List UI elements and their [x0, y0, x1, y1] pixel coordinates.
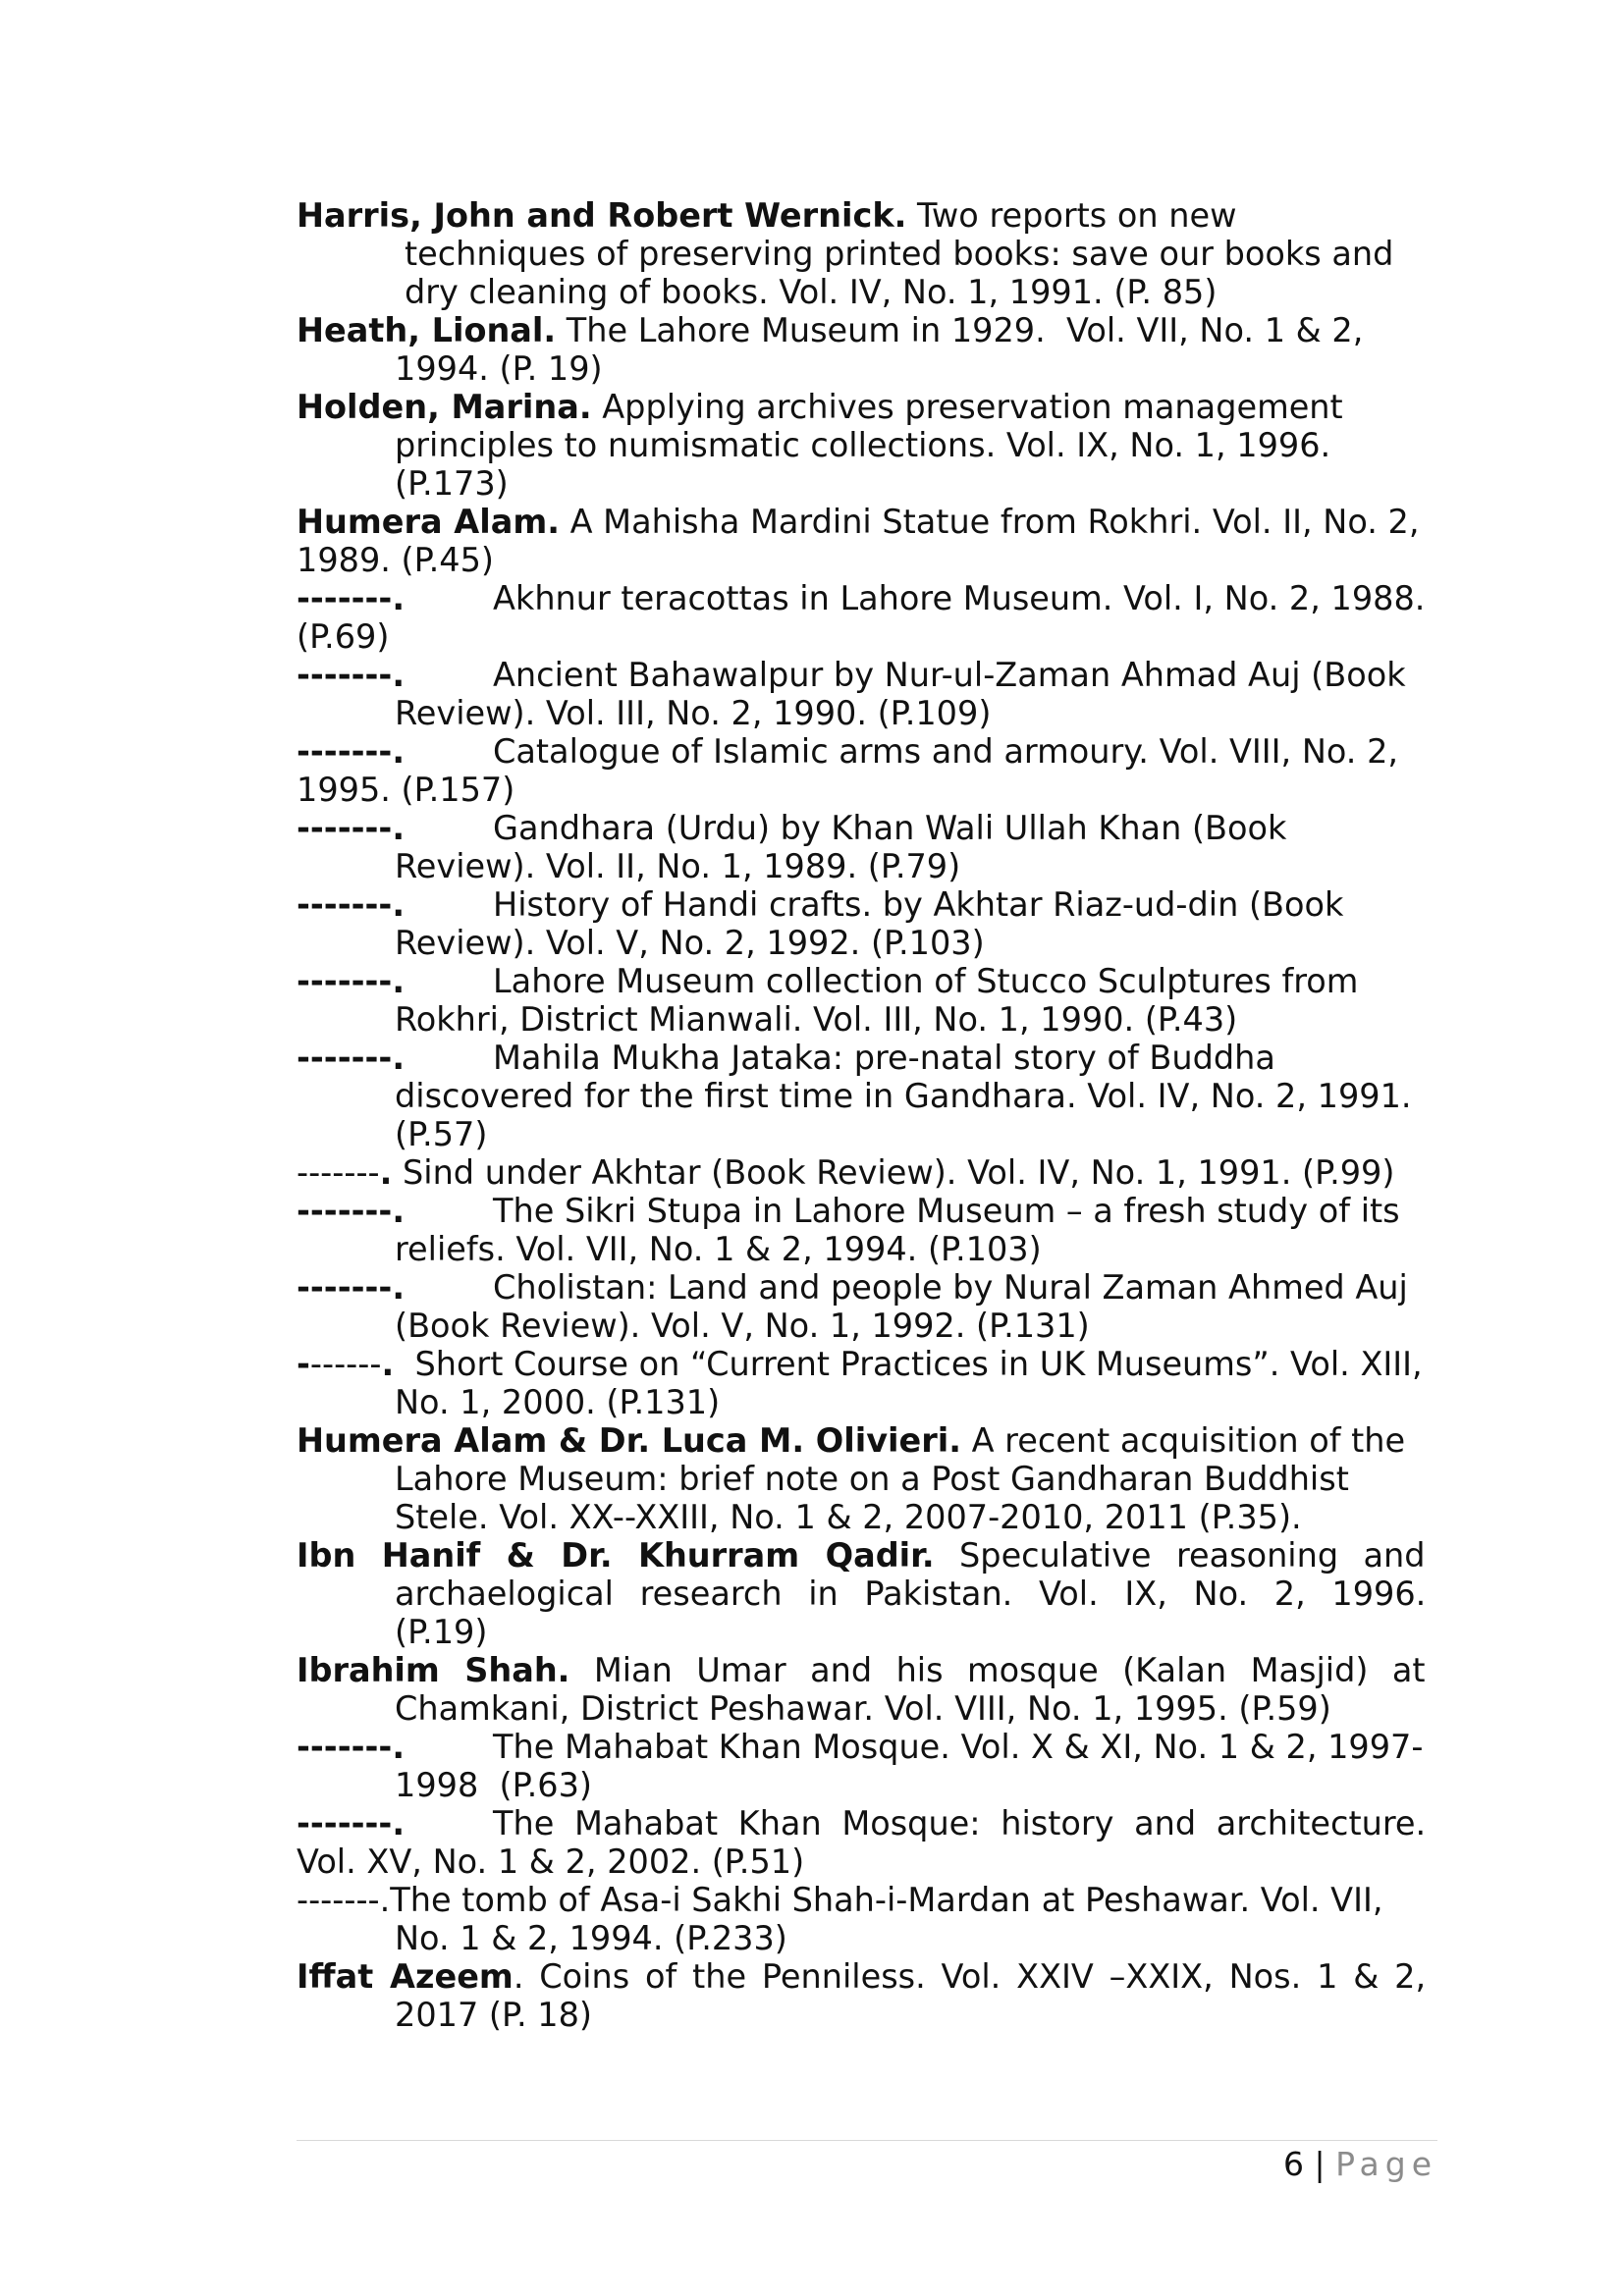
entry-text: The Lahore Museum in 1929. Vol. VII, No. 1 & 2,	[556, 311, 1364, 349]
entry-text: . Coins of the Penniless. Vol. XXIV –XXIX, Nos. 1 & 2,	[513, 1957, 1427, 1996]
entry-text: The tomb of Asa-i Sakhi Shah-i-Mardan at Peshawar. Vol. VII,	[390, 1881, 1383, 1919]
entry-dash-marker: -------.	[297, 1728, 406, 1766]
entry-author: Heath, Lional.	[297, 311, 557, 349]
entry-dashes: -------.	[297, 1881, 391, 1919]
entry-text: Rokhri, District Mianwali. Vol. III, No. 1, 1990. (P.43)	[395, 1000, 1238, 1039]
entry-first-line	[297, 962, 1359, 1000]
entry-author: Humera Alam.	[297, 503, 560, 541]
entry-text: Catalogue of Islamic arms and armoury. Vol. VIII, No. 2,	[493, 732, 1399, 771]
entry-first-line	[297, 1804, 1427, 1842]
entry-first-line	[297, 1153, 1394, 1192]
entry-dashes: -------	[297, 1153, 380, 1192]
entry-dash-marker: -------.	[297, 1192, 406, 1230]
entry-author: Holden, Marina.	[297, 388, 592, 426]
entry-continuation-line	[395, 1115, 487, 1153]
entry-first-line	[297, 1268, 1408, 1307]
entry-text: Speculative reasoning and	[934, 1536, 1426, 1575]
entry-first-line	[297, 579, 1426, 617]
entry-text: Lahore Museum collection of Stucco Sculptures from	[493, 962, 1359, 1000]
entry-text: The Mahabat Khan Mosque. Vol. X & XI, No. 1 & 2, 1997-	[493, 1728, 1424, 1766]
entry-dash-marker: -------.	[297, 962, 406, 1000]
entry-text: archaelogical research in Pakistan. Vol. IX, No. 2, 1996.	[395, 1575, 1427, 1613]
entry-continuation-line	[297, 771, 514, 809]
entry-text: (P.57)	[395, 1115, 488, 1153]
entry-text: Stele. Vol. XX--XXIII, No. 1 & 2, 2007-2010, 2011 (P.35).	[395, 1498, 1302, 1536]
entry-text: History of Handi crafts. by Akhtar Riaz-ud-din (Book	[493, 885, 1344, 924]
entry-text: Cholistan: Land and people by Nural Zaman Ahmed Auj	[493, 1268, 1408, 1307]
entry-text: Ancient Bahawalpur by Nur-ul-Zaman Ahmad Auj (Book	[493, 656, 1406, 694]
entry-text: dry cleaning of books. Vol. IV, No. 1, 1991. (P. 85)	[405, 273, 1218, 311]
footer-separator: |	[1304, 2145, 1336, 2183]
entry-text: A recent acquisition of the	[960, 1421, 1406, 1460]
entry-text: Mahila Mukha Jataka: pre-natal story of Buddha	[493, 1039, 1275, 1077]
entry-first-line	[297, 1421, 1405, 1460]
entry-continuation-line	[395, 464, 509, 503]
entry-author: -	[297, 1345, 310, 1383]
entry-continuation-line	[395, 1498, 1302, 1536]
entry-continuation-line	[395, 1460, 1349, 1498]
entry-dash-marker: -------.	[297, 1039, 406, 1077]
entry-text: Review). Vol. III, No. 2, 1990. (P.109)	[395, 694, 992, 732]
entry-continuation-line	[395, 1689, 1331, 1728]
entry-dash-marker: -------.	[297, 732, 406, 771]
entry-text: Short Course on “Current Practices in UK Museums”. Vol. XIII,	[394, 1345, 1423, 1383]
entry-text: Vol. XV, No. 1 & 2, 2002. (P.51)	[297, 1842, 805, 1881]
entry-text: reliefs. Vol. VII, No. 1 & 2, 1994. (P.103)	[395, 1230, 1042, 1268]
entry-author: Humera Alam & Dr. Luca M. Olivieri.	[297, 1421, 961, 1460]
entry-text: Sind under Akhtar (Book Review). Vol. IV, No. 1, 1991. (P.99)	[392, 1153, 1395, 1192]
entry-continuation-line	[395, 924, 985, 962]
entry-first-line	[297, 1728, 1424, 1766]
entry-first-line	[297, 809, 1287, 847]
entry-first-line	[297, 885, 1344, 924]
entry-continuation-line	[395, 847, 960, 885]
entry-text: Two reports on new	[906, 196, 1237, 235]
entry-text: Gandhara (Urdu) by Khan Wali Ullah Khan (Book	[493, 809, 1287, 847]
entry-continuation-line	[405, 273, 1217, 311]
entry-text: techniques of preserving printed books: save our books and	[405, 235, 1394, 273]
entry-text: (P.69)	[297, 617, 390, 656]
entry-continuation-line	[297, 1842, 804, 1881]
entry-first-line	[297, 388, 1343, 426]
entry-text: 1998 (P.63)	[395, 1766, 592, 1804]
entry-text: No. 1, 2000. (P.131)	[395, 1383, 721, 1421]
entry-text: The Mahabat Khan Mosque: history and architecture.	[493, 1804, 1427, 1842]
entry-text: Review). Vol. II, No. 1, 1989. (P.79)	[395, 847, 961, 885]
entry-dash-marker: -------.	[297, 656, 406, 694]
entry-author: Ibn Hanif & Dr. Khurram Qadir.	[297, 1536, 935, 1575]
entry-dashes: ------	[309, 1345, 382, 1383]
entry-text: (P.173)	[395, 464, 509, 503]
page-footer	[1283, 2145, 1437, 2184]
entry-first-line	[297, 1039, 1275, 1077]
entry-text: Mian Umar and his mosque (Kalan Masjid) at	[569, 1651, 1426, 1689]
entry-text: (Book Review). Vol. V, No. 1, 1992. (P.131)	[395, 1307, 1090, 1345]
entry-first-line	[297, 503, 1420, 541]
entry-dash-marker: -------.	[297, 885, 406, 924]
entry-first-line	[297, 1192, 1400, 1230]
entry-text: 1995. (P.157)	[297, 771, 515, 809]
entry-text: A Mahisha Mardini Statue from Rokhri. Vol. II, No. 2,	[559, 503, 1420, 541]
entry-continuation-line	[395, 1307, 1090, 1345]
entry-continuation-line	[395, 1919, 787, 1957]
entry-continuation-line	[395, 1383, 720, 1421]
entry-text: The Sikri Stupa in Lahore Museum – a fresh study of its	[493, 1192, 1400, 1230]
entry-first-line	[297, 311, 1363, 349]
entry-author: .	[379, 1153, 393, 1192]
entry-first-line	[297, 1536, 1426, 1575]
entry-continuation-line	[395, 1996, 592, 2034]
entry-continuation-line	[395, 694, 991, 732]
entry-text: 1994. (P. 19)	[395, 349, 603, 388]
entry-dash-marker: -------.	[297, 579, 406, 617]
entry-continuation-line	[395, 426, 1330, 464]
footer-rule	[297, 2140, 1437, 2141]
entry-continuation-line	[395, 1766, 592, 1804]
page-label: Page	[1335, 2145, 1437, 2183]
entry-text: 2017 (P. 18)	[395, 1996, 592, 2034]
entry-continuation-line	[405, 235, 1393, 273]
entry-text: Chamkani, District Peshawar. Vol. VIII, No. 1, 1995. (P.59)	[395, 1689, 1331, 1728]
entry-first-line	[297, 1957, 1426, 1996]
entry-dash-marker: -------.	[297, 809, 406, 847]
entry-text: Review). Vol. V, No. 2, 1992. (P.103)	[395, 924, 985, 962]
entry-text: 1989. (P.45)	[297, 541, 494, 579]
entry-first-line	[297, 732, 1399, 771]
entry-first-line	[297, 1881, 1383, 1919]
entry-dash-marker: -------.	[297, 1268, 406, 1307]
page-number: 6	[1283, 2145, 1304, 2183]
entry-text: discovered for the first time in Gandhara. Vol. IV, No. 2, 1991.	[395, 1077, 1412, 1115]
entry-first-line	[297, 656, 1406, 694]
entry-dash-marker: -------.	[297, 1804, 406, 1842]
entry-text: (P.19)	[395, 1613, 488, 1651]
entry-first-line	[297, 1345, 1423, 1383]
entry-text: Applying archives preservation management	[591, 388, 1343, 426]
entry-continuation-line	[395, 1230, 1042, 1268]
entry-continuation-line	[395, 1077, 1412, 1115]
entry-continuation-line	[395, 1575, 1426, 1613]
entry-author: Iffat Azeem	[297, 1957, 514, 1996]
entry-continuation-line	[395, 1613, 487, 1651]
entry-text: No. 1 & 2, 1994. (P.233)	[395, 1919, 787, 1957]
entry-text: Lahore Museum: brief note on a Post Gandharan Buddhist	[395, 1460, 1349, 1498]
entry-first-line	[297, 196, 1237, 235]
entry-continuation-line	[395, 1000, 1237, 1039]
entry-continuation-line	[297, 541, 494, 579]
entry-text: principles to numismatic collections. Vol. IX, No. 1, 1996.	[395, 426, 1331, 464]
entry-continuation-line	[395, 349, 603, 388]
entry-dash-marker: .	[381, 1345, 395, 1383]
entry-author: Harris, John and Robert Wernick.	[297, 196, 907, 235]
entry-continuation-line	[297, 617, 389, 656]
entry-first-line	[297, 1651, 1426, 1689]
entry-author: Ibrahim Shah.	[297, 1651, 570, 1689]
entry-text: Akhnur teracottas in Lahore Museum. Vol. I, No. 2, 1988.	[493, 579, 1426, 617]
